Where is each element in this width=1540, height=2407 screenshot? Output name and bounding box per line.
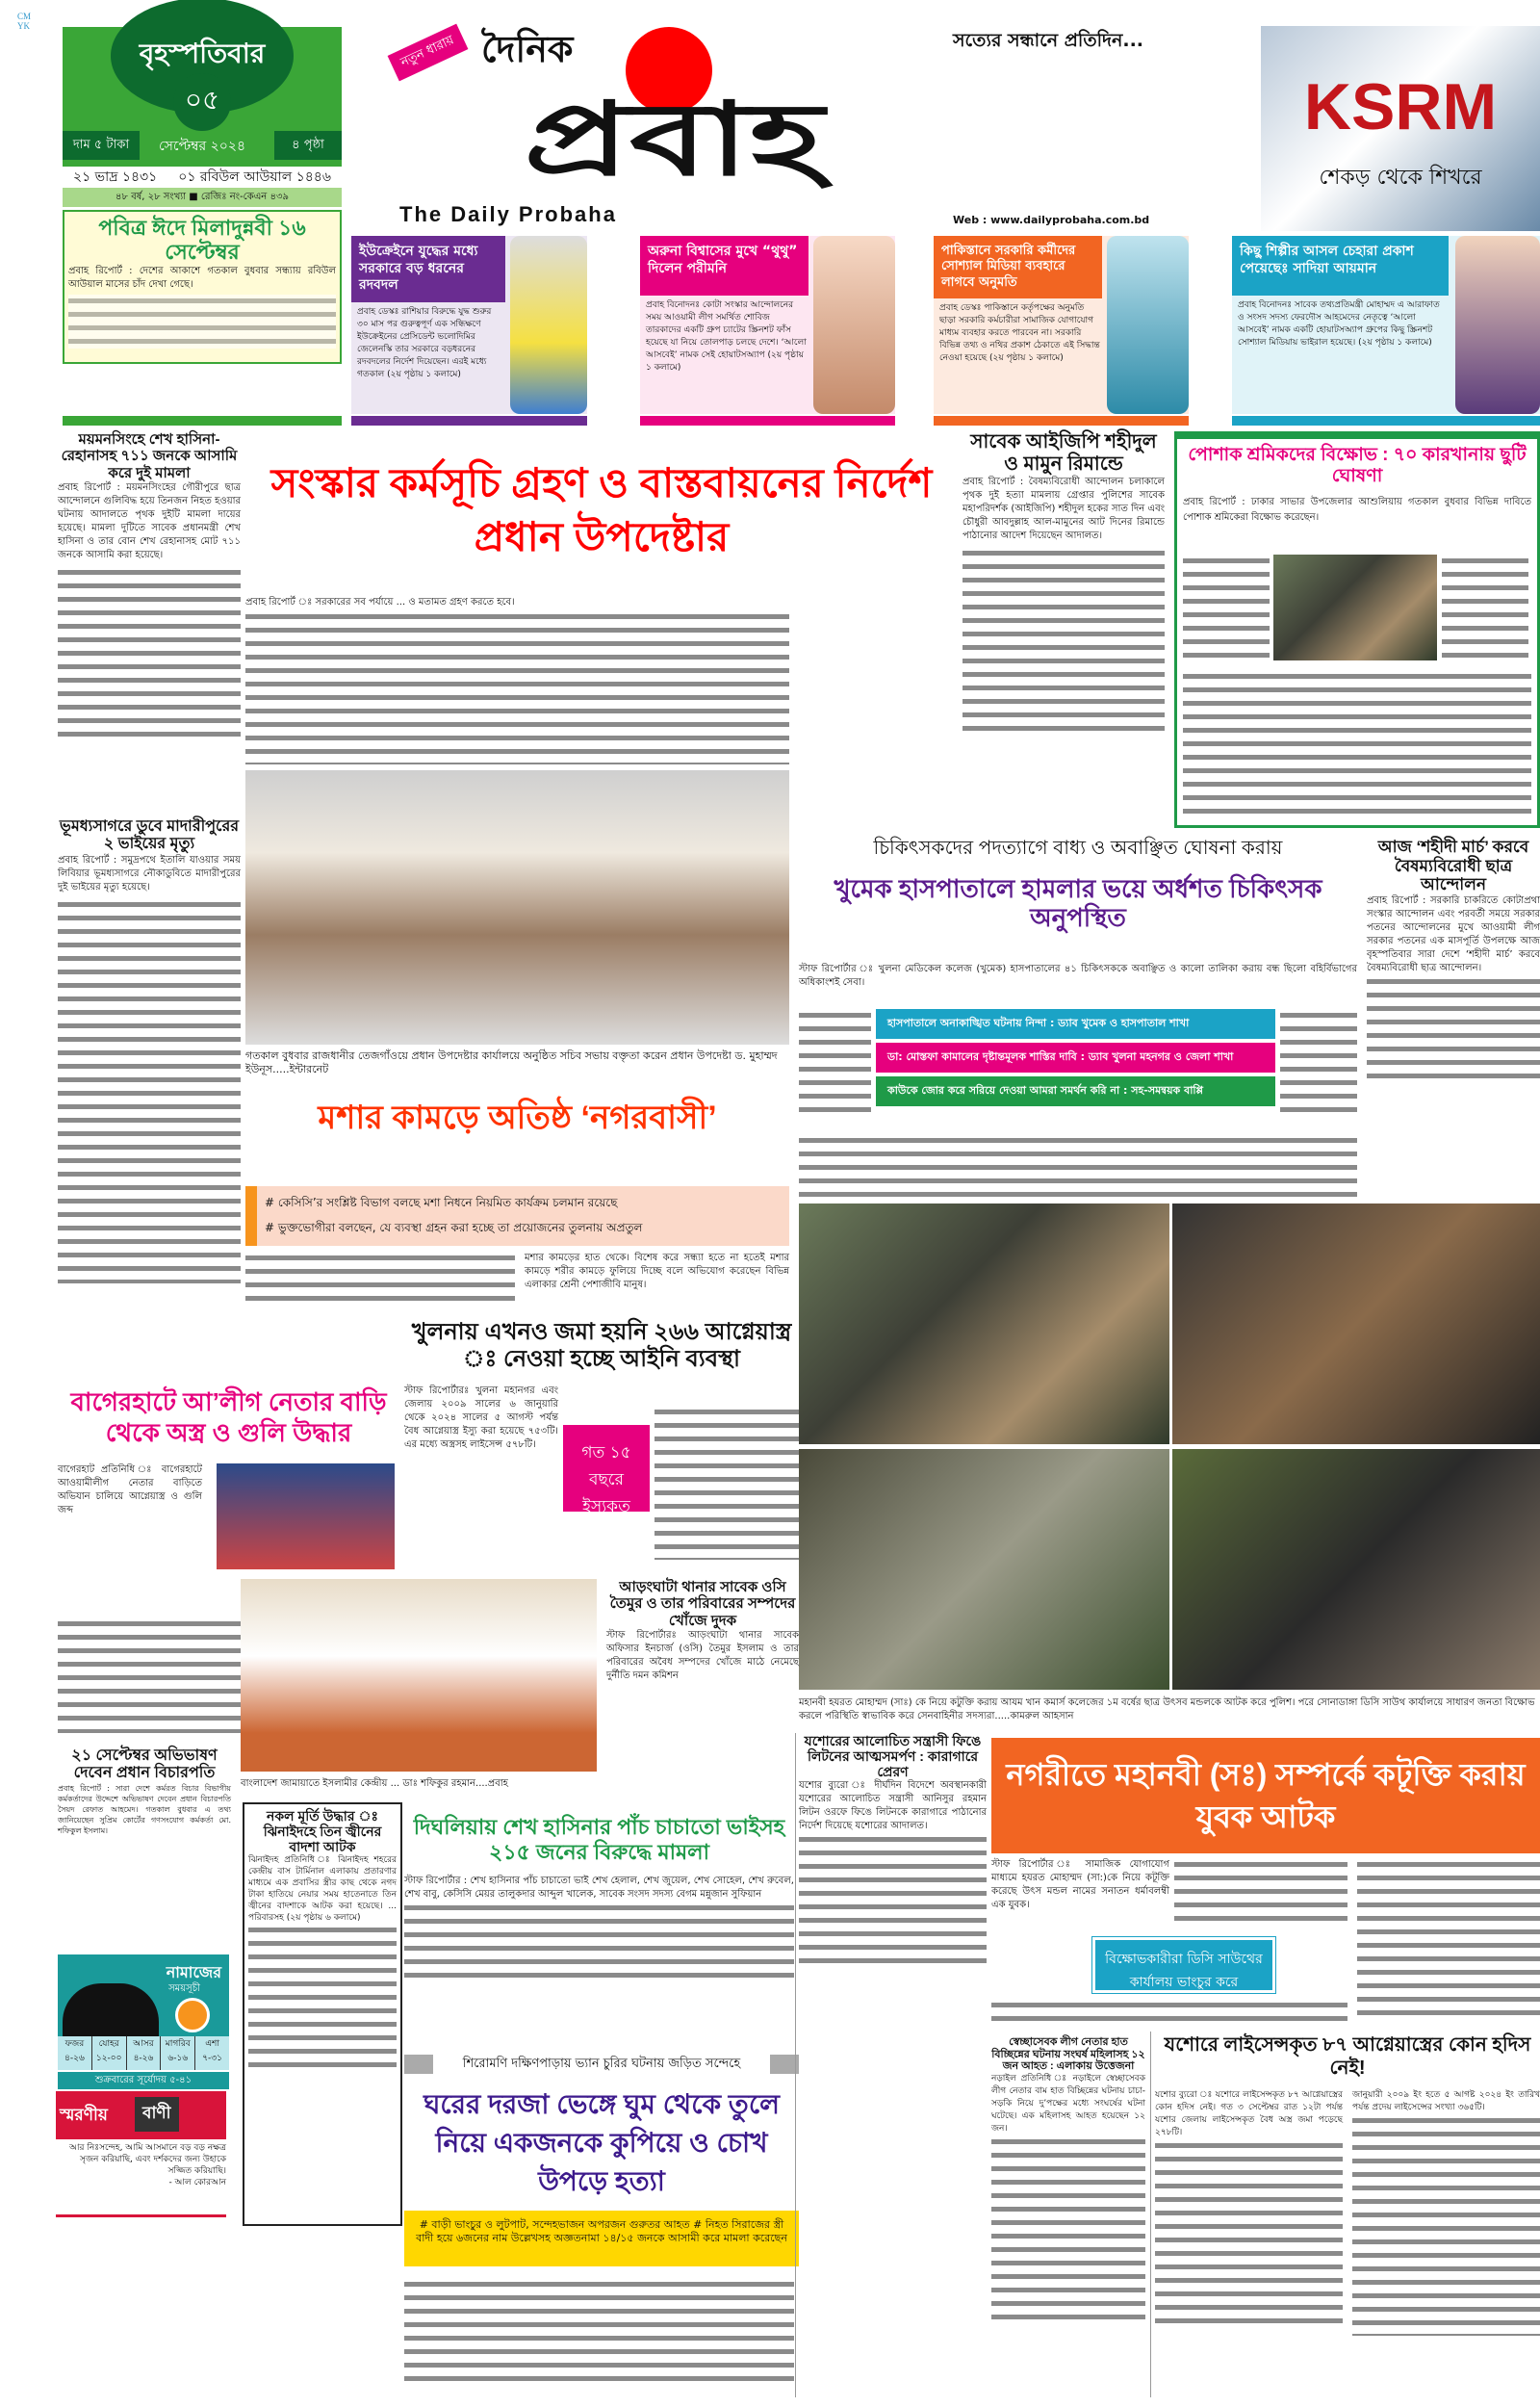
shiromoni-kicker-row [404, 2047, 799, 2082]
body-text [1183, 555, 1270, 660]
story-jessore-arms[interactable] [1155, 2033, 1540, 2390]
lead: নড়াইল প্রতিনিধি ঃ নড়াইলে স্বেচ্ছাসেবক লীগ নেতার বাম হাত বিচ্ছিন্নের ঘটনায় চাচা-সড়কি নিয়ে দু’পক্ষের মধ্যে সংঘর্ষের ঘটনা ঘটেছে। এক মহিলাসহ আহত হয়েছেন ১২ জন। [991, 2073, 1145, 2134]
body-text [799, 1134, 1357, 1197]
protest-caption: মহানবী হযরত মোহাম্মদ (সাঃ) কে নিয়ে কটুক্তি করায় আযম খান কমার্স কলেজের ১ম বর্ষের ছাত্র উৎসব মন্ডলকে আটক করে পুলিশ। পরে সোনাডাঙ্গা ডিসি সাউথ কার্যালয়ে সাধারণ জনতা বিক্ষোভ করলে পরিস্থিতি স্বাভাবিক করে সেনবাহিনীর সদস্যরা.....কামরুল আহসান [799, 1697, 1535, 1721]
volume: ৪৮ বর্ষ, ২৮ সংখ্যা ■ রেজিঃ নং-কেএন ৪৩৯ [63, 188, 342, 207]
mosquito-points [245, 1186, 789, 1246]
teaser-4[interactable] [1232, 236, 1540, 414]
website: Web : www.dailyprobaha.com.bd [953, 214, 1150, 226]
headline: আজ ‘শহীদী মার্চ’ করবে বৈষম্যবিরোধী ছাত্র আন্দোলন [1377, 838, 1529, 894]
ad-ksrm[interactable] [1261, 26, 1540, 231]
teaser-title: পাকিস্তানে সরকারি কর্মীদের সোশ্যাল মিডিয়া ব্যবহারে লাগবে অনুমতি [934, 236, 1102, 298]
garment-photo [1273, 555, 1437, 660]
ad-brand: KSRM [1303, 70, 1498, 143]
teaser-title: অরুনা বিশ্বাসের মুখে “থুথু” দিলেন পরীমনি [640, 236, 808, 296]
headline: নকল মূর্তি উদ্ধার ঃ ঝিনাইদহে তিন জ্বীনের বাদশা আটক [263, 1808, 382, 1855]
headline: পোশাক শ্রমিকদের বিক্ষোভ : ৭০ কারখানায় ছুটি ঘোষণা [1188, 445, 1527, 486]
mosque-icon [63, 1983, 159, 2036]
body-text [248, 1924, 397, 2068]
quote-label: স্মরণীয় [60, 2106, 108, 2125]
story-jessore-surrender[interactable] [799, 1733, 987, 2027]
prayer-times [58, 2036, 229, 2070]
mosquito-lead: মশার কামড়ের হাত থেকে। বিশেষ করে সন্ধ্যা হতে না হতেই মশার কামড়ে শরীর কামড়ে ফুলিয়ে দিচ্ছে বলে অভিযোগ করেছেন বিভিন্ন এলাকার শ্রেনী পেশাজীবি মানুষ। [525, 1253, 789, 1290]
teaser-photo [813, 236, 895, 414]
lead: যশোর ব্যুরো ঃ দীর্ঘদিন বিদেশে অবস্থানকারী যশোরের আলোচিত সন্ত্রাসী আনিসুর রহমান লিটন ওরফে ফিঙে লিটনকে কারাগারে পাঠানোর নির্দেশ দিয়েছে যশোরের আদালত। [799, 1780, 987, 1832]
prayer-time: ৪-২৬ [64, 2054, 85, 2063]
story-arongghata[interactable] [606, 1579, 799, 1695]
teaser-1[interactable] [351, 236, 587, 414]
story-mediterranean[interactable] [58, 818, 241, 1319]
shiromoni-headline[interactable]: ঘরের দরজা ভেঙ্গে ঘুম থেকে তুলে নিয়ে একজনকে কুপিয়ে ও চোখ উপড়ে হত্যা [424, 2089, 780, 2196]
teaser-body: প্রবাহ ডেস্কঃ পাকিস্তানে কর্তৃপক্ষের অনুমতি ছাড়া সরকারি কর্মচারীরা সামাজিক যোগাযোগ মাধ্যম ব্যবহার করতে পারবেন না। সরকারি বিভিন্ন তথ্য ও নথির প্রকাশ ঠেকাতে এই সিদ্ধান্ত নেওয়া হয়েছে (২য় পৃষ্ঠায় ১ কলামে) [939, 302, 1100, 363]
point: # কেসিসি’র সংশ্লিষ্ট বিভাগ বলছে মশা নিধনে নিয়মিত কার্যক্রম চলমান রয়েছে [265, 1196, 618, 1209]
teaser-title: কিছু শিল্পীর আসল চেহারা প্রকাশ পেয়েছেঃ সাদিয়া আয়মান [1232, 236, 1449, 296]
body-text [1352, 2114, 1540, 2336]
lead: স্টাফ রিপোর্টারঃ আড়ংঘাটা থানার সাবেক অফিসার ইনচার্জ (ওসি) তৈমুর ইসলাম ও তার পরিবারের অবৈধ সম্পদের খোঁজে মাঠে নেমেছে দুর্নীতি দমন কমিশন [606, 1629, 799, 1681]
prayer-time: ৪-২৬ [133, 2054, 154, 2063]
story-mymensingh[interactable] [58, 431, 241, 807]
quote-body: আর নিঃসন্দেহ, আমি আসমানে বড় বড় নক্ষত্র সৃজন করিয়াছি, এবং দর্শকদের জন্য উহাকে সজ্জিত করিয়াছি। [69, 2143, 226, 2176]
sunrise: শুক্রবারের সূর্যোদয় ৫-৪১ [58, 2072, 229, 2089]
point-text: ভুক্তভোগীরা বলছেন, যে ব্যবস্থা গ্রহন করা হচ্ছে তা প্রয়োজনের তুলনায় অপ্রতুল [277, 1221, 643, 1234]
prayer-time-item [92, 2036, 127, 2070]
body-text [58, 566, 241, 739]
divider [351, 416, 587, 426]
lead: প্রবাহ রিপোর্ট : দেশের আকাশে গতকাল বুধবার সন্ধ্যায় রবিউল আউয়াল মাসের চাঁদ দেখা গেছে। [68, 265, 336, 290]
body-text [404, 1902, 794, 1979]
lead: ঝিনাইদহ প্রতিনিধি ঃ ঝিনাইদহ শহরের কেন্দ্রীয় বাস টার্মিনাল এলাকায় প্রতারণার মাধ্যমে এক প্রবাসির স্ত্রীর কাছ থেকে নগদ টাকা হাতিয়ে নেয়ার সময় হাতেনাতে তিন জ্বীনের বাদশাকে আটক করা হয়েছে। ... পরিবারসহ (২য় পৃষ্ঠায় ৬ কলামে) [248, 1855, 397, 1924]
prophet-lead: স্টাফ রিপোর্টার ঃ সামাজিক যোগাযোগ মাধ্যমে হযরত মোহাম্মদ (সা:)কে নিয়ে কটূক্তি করেছে উৎস মন্ডল নামের সনাতন ধর্মাবলম্বী এক যুবক। [991, 1859, 1169, 1910]
lead: প্রবাহ রিপোর্ট : ঢাকার সাভার উপজেলার আশুলিয়ায় গতকাল বুধবার বিভিন্ন দাবিতে পোশাক শ্রমিকেরা বিক্ষোভ করেছেন। [1183, 495, 1531, 526]
dainik-label: দৈনিক [481, 28, 574, 70]
mosquito-headline[interactable]: মশার কামড়ে অতিষ্ঠ ‘নগরবাসী’ [318, 1100, 717, 1136]
main-caption: গতকাল বুধবার রাজধানীর তেজগাঁওয়ে প্রধান উপদেষ্টার কার্যালয়ে অনুষ্ঠিত সচিব সভায় বক্তৃতা করেন প্রধান উপদেষ্টা ড. মুহাম্মদ ইউনূস.....ইন্টারনেট [245, 1049, 778, 1075]
headline: সাবেক আইজিপি শহীদুল ও মামুন রিমান্ডে [970, 431, 1157, 475]
point-text: কেসিসি’র সংশ্লিষ্ট বিভাগ বলছে মশা নিধনে নিয়মিত কার্যক্রম চলমান রয়েছে [277, 1196, 618, 1209]
slogan: সত্যের সন্ধানে প্রতিদিন... [953, 30, 1144, 51]
point: # ভুক্তভোগীরা বলছেন, যে ব্যবস্থা গ্রহন করা হচ্ছে তা প্রয়োজনের তুলনায় অপ্রতুল [265, 1221, 643, 1234]
divider [934, 416, 1189, 426]
lead: প্রবাহ রিপোর্ট ঃ সরকারের সব পর্যায়ে ... ও মতামত গ্রহণ করতে হবে। [245, 595, 789, 610]
quote-label: বাণী [135, 2097, 179, 2132]
divider [56, 2214, 226, 2217]
column-rule [795, 1733, 796, 2397]
main-photo [245, 770, 789, 1045]
teaser-photo [510, 236, 587, 414]
month-year: সেপ্টেম্বর ২০২৪ [158, 139, 246, 154]
shiromoni-points: # বাড়ী ভাংচুর ও লুটপাট, সন্দেহভাজন অপরজন গুরুতর আহত # নিহত সিরাজের স্ত্রী বাদী হয়ে ৬জনের নাম উল্লেখসহ অজ্ঞতনামা ১৪/১৫ জনকে আসামী করে মামলা করেছেন [404, 2211, 799, 2266]
khulna-arms-box: গত ১৫ বছরে ইস্যুকৃত [563, 1425, 650, 1512]
headline: বাগেরহাটে আ’লীগ নেতার বাড়ি থেকে অস্ত্র ও গুলি উদ্ধার [70, 1387, 387, 1447]
quote-banner [56, 2091, 226, 2139]
teaser-3[interactable] [934, 236, 1189, 414]
prayer-name: আসর [133, 2039, 154, 2049]
ad-tagline: শেকড় থেকে শিখরে [1319, 166, 1482, 190]
protest-photo [1172, 1449, 1540, 1690]
lead: প্রবাহ রিপোর্ট : বৈষম্যবিরোধী আন্দোলন চলাকালে পৃথক দুই হত্যা মামলায় গ্রেপ্তার পুলিশের সাবেক মহাপরিদর্শক (আইজিপি) শহীদুল হকের সাত দিন এবং চৌধুরী আবদুল্লাহ আল-মামুনের আট দিনের রিমান্ডে পাঠানোর আদেশ দিয়েছেন আদালত। [962, 477, 1165, 541]
tag-badge: নতুন ধারায় [388, 24, 469, 82]
headline: ময়মনসিংহে শেখ হাসিনা-রেহানাসহ ৭১১ জনকে আসামি করে দুই মামলা [61, 431, 238, 481]
body-text [962, 547, 1165, 739]
prayer-title: নামাজের [166, 1963, 221, 1981]
hijri-date: ০১ রবিউল আউয়াল ১৪৪৬ [178, 169, 331, 185]
body-text [991, 1999, 1348, 2028]
body-text [404, 2278, 794, 2390]
quote-source: - আল কোরআন [168, 2178, 226, 2187]
prayer-time: ৬-১৬ [167, 2054, 189, 2063]
bangla-date: ২১ ভাদ্র ১৪৩১ [73, 169, 158, 185]
headline: যশোরে লাইসেন্সকৃত ৮৭ আগ্নেয়াস্ত্রের কোন হদিস নেই! [1164, 2034, 1531, 2079]
body-text [1155, 2139, 1343, 2332]
lead: স্টাফ রিপোর্টার : শেখ হাসিনার পাঁচ চাচাতো ভাই শেখ হেলাল, শেখ জুয়েল, শেখ সোহেল, শেখ রুবেল, শেখ বাবু, কেসিসি মেয়র তালুকদার আব্দুল খালেক, সাবেক সংসদ সদস্য বেগম মন্নুজান সুফিয়ান [404, 1876, 794, 1900]
divider [640, 416, 895, 426]
headline: পবিত্র ঈদে মিলাদুন্নবী ১৬ সেপ্টেম্বর [98, 216, 306, 265]
body-text [1280, 1009, 1357, 1115]
prophet-headline[interactable]: নগরীতে মহানবী (সঃ) সম্পর্কে কটূক্তি করায় যুবক আটক [991, 1738, 1540, 1853]
quote-text [58, 2142, 226, 2188]
shiromoni-kicker: শিরোমণি দক্ষিণপাড়ায় ভ্যান চুরির ঘটনায় জড়িত সন্দেহে [462, 2056, 741, 2071]
lead: প্রবাহ রিপোর্ট : সমুদ্রপথে ইতালি যাওয়ার সময় লিবিয়ার ভূমধ্যসাগরে নৌকাডুবিতে মাদারীপুরের দুই ভাইয়ের মৃত্যু হয়েছে। [58, 854, 241, 893]
khumek-kicker: চিকিৎসকদের পদত্যাগে বাধ্য ও অবাঞ্ছিত ঘোষনা করায় [873, 838, 1283, 859]
prayer-name: যোহর [98, 2039, 119, 2049]
teaser-title: ইউক্রেইনে যুদ্ধের মধ্যে সরকারে বড় ধরনের রদবদল [351, 236, 505, 302]
story-martyr-march[interactable] [1367, 838, 1540, 1199]
prophet-box: বিক্ষোভকারীরা ডিসি সাউথের কার্যালয় ভাংচুর করে [1092, 1937, 1275, 1993]
prayer-box [58, 1954, 229, 2036]
body-text [1367, 975, 1540, 1081]
prayer-name: এশা [205, 2039, 219, 2049]
story-dighalia[interactable] [404, 1815, 794, 2041]
headline: ২১ সেপ্টেম্বর অভিভাষণ দেবেন প্রধান বিচারপতি [71, 1747, 218, 1782]
body-text [58, 898, 241, 1283]
lead: জানুয়ারী ২০০৯ ইং হতে ৫ আগষ্ট ২০২৪ ইং তারিখ পর্যন্ত প্রদেয় লাইসেন্সের সংখ্যা ৩৬৫টি। [1352, 2090, 1540, 2112]
prayer-name: ফজর [64, 2039, 85, 2049]
bullet: ডা: মোস্তফা কামালের দৃষ্টান্তমূলক শাস্তির দাবি : ড্যাব খুলনা মহনগর ও জেলা শাখা [876, 1043, 1275, 1073]
story-jinn[interactable] [243, 1802, 402, 2226]
jamaat-caption: বাংলাদেশ জামায়াতে ইসলামীর কেন্দ্রীয় ... ডাঃ শফিকুর রহমান....প্রবাহ [241, 1778, 508, 1789]
body-text [654, 1406, 799, 1560]
lead: প্রবাহ রিপোর্ট : ময়মনসিংহের গৌরীপুরে ছাত্র আন্দোলনে গুলিবিদ্ধ হয়ে তিনজন নিহত হওয়ার ঘটনায় আদালতে পৃথক দুইটি মামলা দায়ের হয়েছে। মামলা দুটিতে সাবেক প্রধানমন্ত্রী শেখ হাসিনা ও তার বোন শেখ রেহানাসহ মোট ৭১১ জনকে আসামি করা হয়েছে। [58, 481, 241, 560]
story-khulna-arms[interactable] [404, 1319, 799, 1574]
prayer-name: মাগরিব [165, 2039, 191, 2049]
clock-icon [175, 1998, 210, 2032]
prayer-time-item [161, 2036, 195, 2070]
protest-photo [799, 1204, 1169, 1444]
bagerhat-photo [217, 1463, 395, 1569]
headline: খুলনায় এখনও জমা হয়নি ২৬৬ আগ্নেয়াস্ত্র ঃ নেওয়া হচ্ছে আইনি ব্যবস্থা [411, 1319, 792, 1372]
khumek-bullets [876, 1009, 1275, 1106]
weekday: বৃহস্পতিবার [139, 38, 266, 69]
headline: দিঘলিয়ায় শেখ হাসিনার পাঁচ চাচাতো ভাইসহ ২১৫ জনের বিরুদ্ধে মামলা [413, 1815, 785, 1864]
prayer-time-item [58, 2036, 92, 2070]
headline: স্বেচ্ছাসেবক লীগ নেতার হাত বিচ্ছিন্নের ঘটনায় সংঘর্ষ মহিলাসহ ১২ জন আহত : এলাকায় উত্তেজনা [991, 2036, 1145, 2073]
teaser-photo [1455, 236, 1540, 414]
bullet: কাউকে জোর করে সরিয়ে দেওয়া আমরা সমর্থন করি না : সহ-সমন্বয়ক বাপ্পি [876, 1076, 1275, 1106]
khumek-headline[interactable]: খুমেক হাসপাতালে হামলার ভয়ে অর্ধশত চিকিৎসক অনুপস্থিত [834, 874, 1322, 932]
story-garment[interactable] [1174, 431, 1540, 828]
protest-photo [1172, 1204, 1540, 1444]
lead: প্রবাহ রিপোর্ট : সারা দেশে কর্মরত বিচার বিভাগীয় কর্মকর্তাদের উদ্দেশে অভিভাষণ দেবেন প্রধান বিচারপতি সৈয়দ রেফাত আহমেদ। গতকাল বুধবার এ তথ্য জানিয়েছেন সুপ্রিম কোর্টের গণসংযোগ কর্মকর্তা মো. শফিকুল ইসলাম। [58, 1783, 231, 1835]
lead: বাগেরহাট প্রতিনিধি ঃ বাগেরহাটে আওয়ামীলীগ নেতার বাড়িতে অভিযান চালিয়ে আগ্নেয়াস্ত্র ও গুলি জব্দ [58, 1464, 202, 1515]
body-text [1442, 555, 1528, 660]
prayer-time: ৭-৩১ [202, 2054, 222, 2063]
logo: প্রবাহ [524, 81, 824, 198]
column-rule [1150, 2032, 1151, 2397]
body-text [245, 1252, 515, 1306]
story-milad[interactable] [63, 210, 342, 364]
body-text [799, 1833, 987, 1968]
lead: প্রবাহ রিপোর্ট : সরকারি চাকরিতে কোটাপ্রথা সংস্কার আন্দোলন এবং পরবর্তী সময়ে সরকার পতনের আন্দোলনের মুখে আওয়ামী লীগ সরকার পতনের এক মাসপূর্তি উপলক্ষে আজ বৃহস্পতিবার সারা দেশে ‘শহীদী মার্চ’ করবে বৈষম্যবিরোধী ছাত্র আন্দোলন। [1367, 894, 1540, 973]
body-text [799, 1009, 871, 1115]
protest-photo [799, 1449, 1169, 1690]
main-headline[interactable]: সংস্কার কর্মসূচি গ্রহণ ও বাস্তবায়নের নির্দেশ প্রধান উপদেষ্টার [270, 460, 933, 559]
story-chief-justice[interactable] [58, 1747, 231, 1853]
logo-english: The Daily Probaha [399, 202, 617, 226]
price: দাম ৫ টাকা [63, 131, 140, 160]
story-narail[interactable] [991, 2036, 1145, 2393]
body-text [1183, 670, 1531, 815]
headline: যশোরের আলোচিত সন্ত্রাসী ফিঙে লিটনের আত্মসমর্পণ : কারাগারে প্রেরণ [804, 1733, 982, 1780]
divider [63, 416, 342, 426]
body-text [991, 2135, 1145, 2328]
body-text [245, 610, 789, 764]
lead: যশোর ব্যুরো ঃ যশোরে লাইসেন্সকৃত ৮৭ আগ্নেয়াস্ত্রের কোন হদিস নেই। গত ৩ সেপ্টেম্বর রাত ১২টা পর্যন্ত যশোর জেলায় লাইসেন্সকৃত বৈধ অস্ত্র জমা পড়েছে ২৭৮টি। [1155, 2090, 1343, 2137]
registration-mark: CM YK [17, 12, 32, 31]
body-text [68, 295, 336, 349]
khumek-lead: স্টাফ রিপোর্টার ঃ খুলনা মেডিকেল কলেজ (খুমেক) হাসপাতালের ৪১ চিকিৎসককে অবাঞ্ছিত ও কালো তালিকা করায় বন্ধ ছিলো বহির্বিভাগের অধিকাংশই সেবা। [799, 964, 1357, 988]
teaser-photo [1107, 236, 1189, 414]
lead: স্টাফ রিপোর্টারঃ খুলনা মহানগর এবং জেলায় ২০০৯ সালের ৬ জানুয়ারি থেকে ২০২৪ সালের ৫ আগস্ট পর্যন্ত বৈধ আগ্নেয়াস্ত্র ইস্যু করা হয়েছে ৭৫৩টি। এর মধ্যে অস্ত্রসহ লাইসেন্স ৫৭৮টি। [404, 1385, 558, 1450]
headline: ভূমধ্যসাগরে ডুবে মাদারীপুরের ২ ভাইয়ের মৃত্যু [59, 818, 240, 853]
jamaat-photo [241, 1579, 597, 1772]
story-igp[interactable] [962, 431, 1165, 826]
headline: আড়ংঘাটা থানার সাবেক ওসি তৈমুর ও তার পরিবারের সম্পদের খোঁজে দুদক [609, 1579, 796, 1629]
pages: ৪ পৃষ্ঠা [274, 131, 342, 160]
day: ০৫ [173, 73, 231, 131]
story-main-body [245, 595, 789, 768]
prayer-time-item [127, 2036, 162, 2070]
body-text [1174, 1858, 1348, 1926]
prayer-time-item [195, 2036, 229, 2070]
body-text [1357, 1858, 1540, 2022]
bullet: হাসপাতালে অনাকাঙ্খিত ঘটনায় নিন্দা : ড্যাব খুমেক ও হাসপাতাল শাখা [876, 1009, 1275, 1039]
teaser-body: প্রবাহ বিনোদনঃ সাবেক তথ্যপ্রতিমন্ত্রী মোহাম্মদ এ আরাফাত ও সংসদ সদস্য ফেরদৌস আহমেদের নেতৃত্বে ‘আলো আসবেই’ নামক একটি হোয়াটসঅ্যাপ গ্রুপের কিছু স্ক্রিনশট সোশ্যাল মিডিয়ায় ভাইরাল হয়েছে। (২য় পৃষ্ঠায় ১ কলামে) [1238, 300, 1440, 348]
prayer-time: ১২-০০ [95, 2054, 122, 2063]
decor-block [404, 2055, 433, 2074]
teaser-2[interactable] [640, 236, 895, 414]
teaser-body: প্রবাহ ডেস্কঃ রাশিয়ার বিরুদ্ধে যুদ্ধ শুরুর ৩০ মাস পর গুরুত্বপূর্ণ এক সন্ধিক্ষণে ইউক্রেইনের প্রেসিডেন্ট ভলোদিমির জেলেনস্কি তার সরকারে বড়ধরনের রদবদলের নির্দেশ দিয়েছেন। এরই মধ্যে গতকাল (২য় পৃষ্ঠায় ১ কলামে) [357, 306, 492, 379]
prayer-subtitle: সময়সূচী [168, 1983, 200, 1994]
teaser-body: প্রবাহ বিনোদনঃ কোটা সংস্কার আন্দোলনের সময় আওয়ামী লীগ সমর্থিত শোবিজ তারকাদের একটি গ্রুপ চ্যাটের স্ক্রিনশট ফাঁস হয়েছে যা নিয়ে তোলপাড় চলছে দেশে। ‘আলো আসবেই’ নামক সেই হোয়াটসঅ্যাপ (২য় পৃষ্ঠায় ১ কলামে) [646, 300, 807, 373]
divider [1232, 416, 1540, 426]
